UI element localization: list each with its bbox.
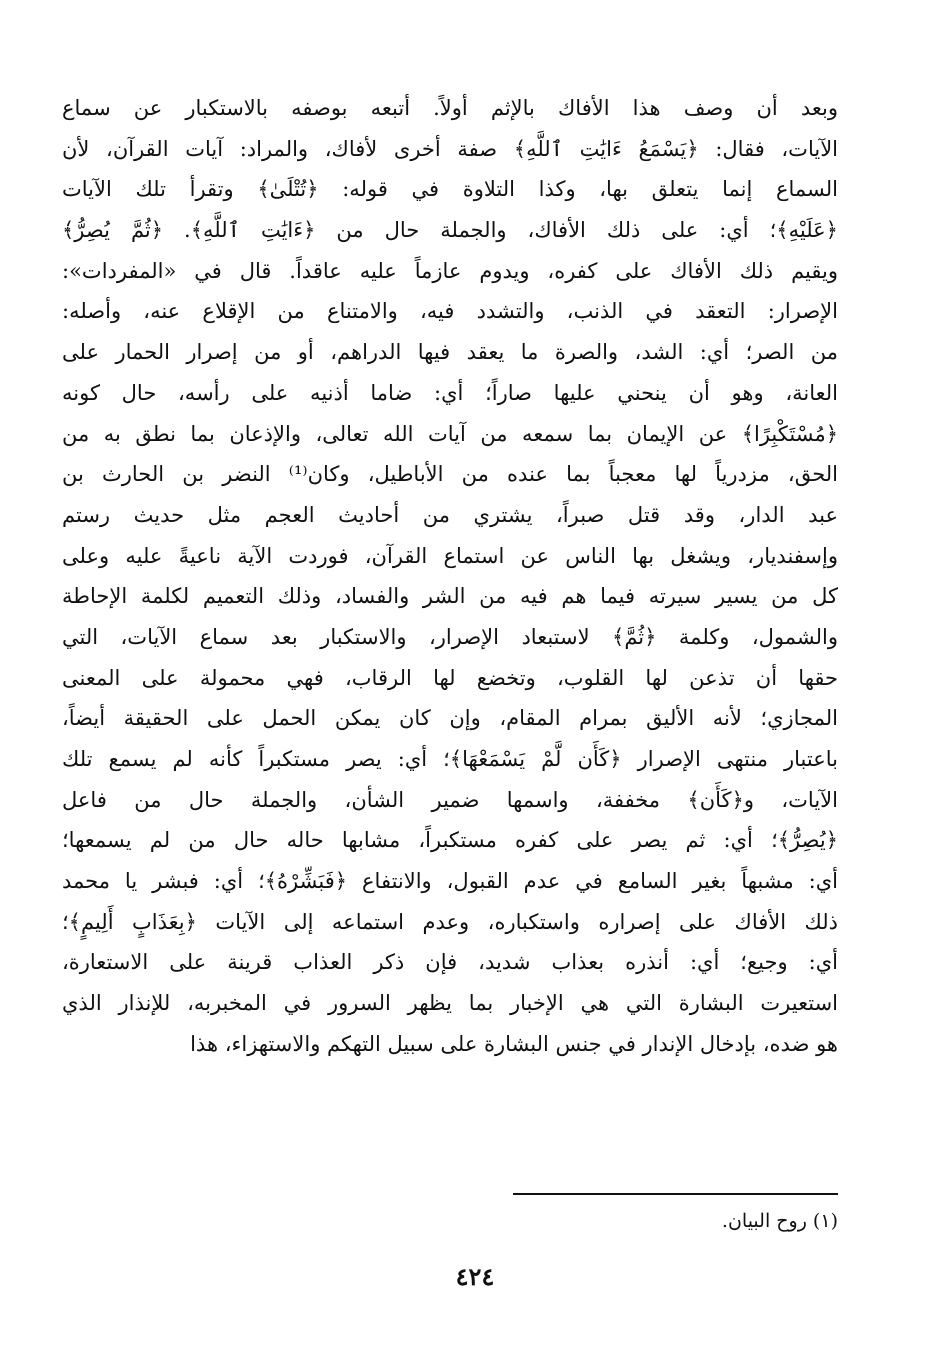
text-line: ﴿عَلَيْهِ﴾؛ أي: على ذلك الأفاك، والجملة حال من ﴿ءَايَٰتِ ٱللَّهِ﴾. ﴿ثُمَّ يُصِرُّ﴾ [62,218,838,243]
text-line: وبعد أن وصف هذا الأفاك بالإثم أولاً. أتبعه بوصفه بالاستكبار عن سماع [62,96,838,120]
text-line: والشمول، وكلمة ﴿ثُمَّ﴾ لاستبعاد الإصرار، والاستكبار بعد سماع الآيات، التي [62,624,838,649]
text-line: استعيرت البشارة التي هي الإخبار بما يظهر السرور في المخبربه، للإنذار الذي [62,991,838,1016]
text-line: باعتبار منتهى الإصرار ﴿كَأَن لَّمْ يَسْمَعْهَا﴾؛ أي: يصر مستكبراً كأنه لم يسمع تلك [62,747,838,771]
text-line: حقها أن تذعن لها القلوب، وتخضع لها الرقاب، فهي محمولة على المعنى [62,665,838,690]
text-line: ويقيم ذلك الأفاك على كفره، ويدوم عازماً عليه عاقداً. قال في «المفردات»: [62,258,838,283]
text-line: من الصر؛ أي: الشد، والصرة ما يعقد فيها الدراهم، أو من إصرار الحمار على [62,340,838,365]
text-line: الآيات، و﴿كَأَن﴾ مخففة، واسمها ضمير الشأن، والجملة حال من فاعل [62,787,838,812]
text-line: الإصرار: التعقد في الذنب، والتشدد فيه، والامتناع من الإقلاع عنه، وأصله: [62,299,838,324]
text-line: وإسفنديار، ويشغل بها الناس عن استماع القرآن، فوردت الآية ناعيةً عليه وعلى [62,543,838,568]
text-line: ذلك الأفاك على إصراره واستكباره، وعدم استماعه إلى الآيات ﴿بِعَذَابٍ أَلِيمٍ﴾؛ [62,909,838,934]
page-number: ٤٢٤ [455,1262,495,1291]
text-line: ﴿مُسْتَكْبِرًا﴾ عن الإيمان بما سمعه من آيات الله تعالى، والإذعان بما نطق به من [62,421,838,446]
text-line: أي: وجيع؛ أي: أنذره بعذاب شديد، فإن ذكر العذاب قرينة على الاستعارة، [62,950,838,975]
text-line: ﴿يُصِرُّ﴾؛ أي: ثم يصر على كفره مستكبراً، مشابها حاله حال من لم يسمعها؛ [62,828,838,853]
text-line: المجازي؛ لأنه الأليق بمرام المقام، وإن كان يمكن الحمل على الحقيقة أيضاً، [62,706,838,731]
body-text [62,88,838,1065]
text-line: عبد الدار، وقد قتل صبراً، يشتري من أحاديث العجم مثل حديث رستم [62,502,838,527]
text-line: العانة، وهو أن ينحني عليها صاراً؛ أي: ضاما أذنيه على رأسه، حال كونه [62,380,838,405]
text-line: أي: مشبهاً بغير السامع في عدم القبول، والانتفاع ﴿فَبَشِّرْهُ﴾؛ أي: فبشر يا محمد [62,869,838,894]
text-line: الحق، مزدرياً لها معجباً بما عنده من الأباطيل، وكان⁽¹⁾ النضر بن الحارث بن [62,462,838,487]
text-line: هو ضده، بإدخال الإندار في جنس البشارة على سبيل التهكم والاستهزاء، هذا [190,1031,838,1056]
footnote: (١) روح البيان. [721,1210,838,1232]
text-line: الآيات، فقال: ﴿يَسْمَعُ ءَايَٰتِ ٱللَّهِ﴾ صفة أخرى لأفاك، والمراد: آيات القرآن، لأن [62,136,838,161]
text-line: السماع إنما يتعلق بها، وكذا التلاوة في قوله: ﴿تُتْلَىٰ﴾ وتقرأ تلك الآيات [62,177,838,202]
text-line: كل من يسير سيرته فيما هم فيه من الشر والفساد، وذلك التعميم لكلمة الإحاطة [62,584,838,609]
footnote-divider [513,1193,838,1195]
